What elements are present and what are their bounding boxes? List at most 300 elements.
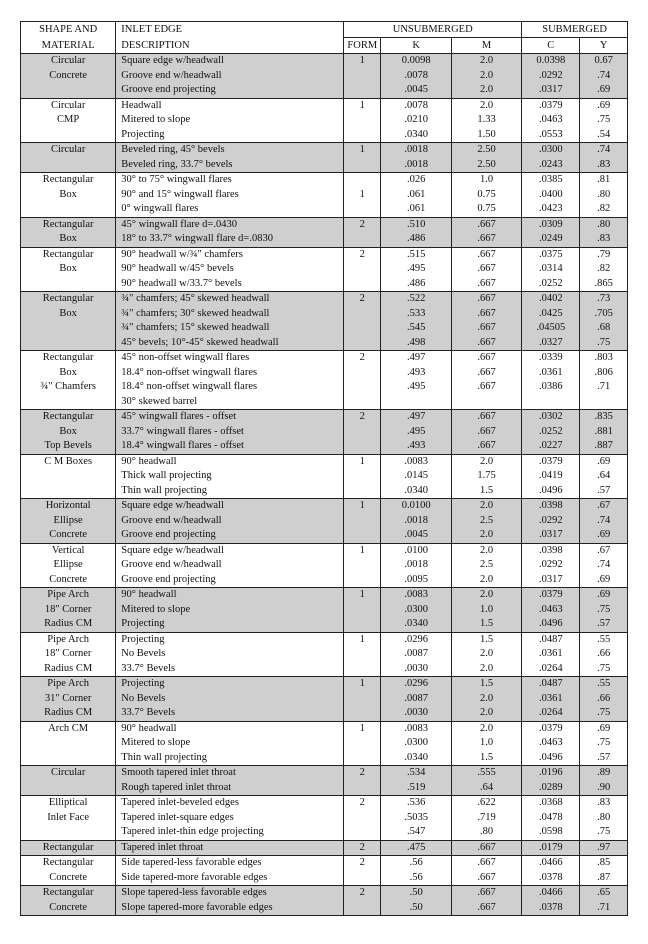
form-cell — [344, 380, 381, 395]
form-cell: 1 — [344, 54, 381, 69]
header-y: Y — [580, 38, 628, 54]
c-cell: .0463 — [522, 603, 580, 618]
shape-material-cell: Concrete — [21, 573, 116, 588]
table-row — [21, 514, 628, 529]
inlet-description-cell: 18.4° non-offset wingwall flares — [116, 366, 344, 381]
inlet-description-cell: Slope tapered-more favorable edges — [116, 901, 344, 916]
y-cell: .79 — [580, 247, 628, 262]
k-cell — [381, 395, 451, 410]
form-cell: 2 — [344, 217, 381, 232]
k-cell: .0095 — [381, 573, 451, 588]
k-cell: .486 — [381, 232, 451, 247]
form-cell: 2 — [344, 796, 381, 811]
c-cell: .0496 — [522, 617, 580, 632]
m-cell: 1.75 — [451, 469, 521, 484]
shape-material-cell: Arch CM — [21, 721, 116, 736]
form-cell: 1 — [344, 543, 381, 558]
form-cell: 2 — [344, 886, 381, 901]
shape-material-cell: Concrete — [21, 528, 116, 543]
k-cell: .0030 — [381, 706, 451, 721]
header-unsubmerged: UNSUBMERGED — [344, 22, 522, 38]
shape-material-cell — [21, 277, 116, 292]
k-cell: .519 — [381, 781, 451, 796]
form-cell: 2 — [344, 247, 381, 262]
m-cell: 2.0 — [451, 706, 521, 721]
c-cell: .0423 — [522, 202, 580, 217]
y-cell: .66 — [580, 692, 628, 707]
table-row — [21, 380, 628, 395]
table-row — [21, 662, 628, 677]
m-cell: 1.5 — [451, 677, 521, 692]
table-row — [21, 721, 628, 736]
m-cell: .667 — [451, 262, 521, 277]
m-cell: 2.0 — [451, 69, 521, 84]
inlet-description-cell: 90° headwall — [116, 454, 344, 469]
m-cell: 2.0 — [451, 721, 521, 736]
inlet-description-cell: Square edge w/headwall — [116, 543, 344, 558]
c-cell: .0243 — [522, 158, 580, 173]
table-row — [21, 188, 628, 203]
inlet-description-cell: 30° to 75° wingwall flares — [116, 173, 344, 188]
m-cell: 0.75 — [451, 202, 521, 217]
form-cell — [344, 901, 381, 916]
m-cell: 2.0 — [451, 543, 521, 558]
form-cell — [344, 736, 381, 751]
form-cell: 2 — [344, 856, 381, 871]
inlet-description-cell: 90° headwall w/33.7° bevels — [116, 277, 344, 292]
table-row — [21, 113, 628, 128]
inlet-description-cell: Groove end projecting — [116, 573, 344, 588]
form-cell: 2 — [344, 766, 381, 781]
table-row — [21, 321, 628, 336]
m-cell: .667 — [451, 901, 521, 916]
m-cell: .667 — [451, 380, 521, 395]
y-cell: .68 — [580, 321, 628, 336]
m-cell: .555 — [451, 766, 521, 781]
m-cell: .622 — [451, 796, 521, 811]
shape-material-cell: Horizontal — [21, 499, 116, 514]
inlet-description-cell: Groove end w/headwall — [116, 558, 344, 573]
k-cell: .0087 — [381, 647, 451, 662]
shape-material-cell: Rectangular — [21, 292, 116, 307]
inlet-description-cell: Groove end w/headwall — [116, 514, 344, 529]
form-cell — [344, 706, 381, 721]
k-cell: 0.0098 — [381, 54, 451, 69]
header-c: C — [522, 38, 580, 54]
c-cell: .0361 — [522, 692, 580, 707]
form-cell — [344, 366, 381, 381]
form-cell: 1 — [344, 677, 381, 692]
c-cell: .0368 — [522, 796, 580, 811]
form-cell — [344, 871, 381, 886]
c-cell: .0496 — [522, 484, 580, 499]
k-cell: .547 — [381, 825, 451, 840]
y-cell: .67 — [580, 543, 628, 558]
table-body — [21, 54, 628, 916]
y-cell: .69 — [580, 98, 628, 113]
k-cell: .0018 — [381, 514, 451, 529]
y-cell: .69 — [580, 528, 628, 543]
shape-material-cell: Rectangular — [21, 351, 116, 366]
inlet-description-cell: No Bevels — [116, 692, 344, 707]
k-cell: .0145 — [381, 469, 451, 484]
shape-material-cell: Circular — [21, 54, 116, 69]
y-cell: .54 — [597, 128, 611, 140]
c-cell: .0466 — [522, 886, 580, 901]
k-cell: .475 — [381, 840, 451, 856]
k-cell: .495 — [381, 262, 451, 277]
y-cell: .71 — [580, 901, 628, 916]
y-cell: .82 — [597, 203, 611, 214]
inlet-description-cell: 18.4° non-offset wingwall flares — [116, 380, 344, 395]
k-cell: .497 — [381, 351, 451, 366]
shape-material-cell: Vertical — [21, 543, 116, 558]
c-cell: .0463 — [522, 736, 580, 751]
inlet-description-cell: 90° headwall — [116, 588, 344, 603]
y-cell: .65 — [580, 886, 628, 901]
shape-material-cell: Rectangular — [21, 840, 116, 856]
table-row — [21, 840, 628, 856]
k-cell: .50 — [381, 901, 451, 916]
shape-material-cell: Elliptical — [21, 796, 116, 811]
k-cell: .0045 — [381, 528, 451, 543]
inlet-description-cell: ¾" chamfers; 30° skewed headwall — [116, 307, 344, 322]
inlet-description-cell: Thick wall projecting — [116, 469, 344, 484]
m-cell: .719 — [451, 811, 521, 826]
table-row — [21, 811, 628, 826]
table-row — [21, 558, 628, 573]
inlet-description-cell: No Bevels — [116, 647, 344, 662]
table-row — [21, 277, 628, 292]
header-k: K — [381, 38, 451, 54]
k-cell: .0078 — [381, 69, 451, 84]
form-cell — [344, 395, 381, 410]
table-row — [21, 588, 628, 603]
table-row — [21, 143, 628, 158]
table-row — [21, 292, 628, 307]
inlet-description-cell: Side tapered-less favorable edges — [116, 856, 344, 871]
c-cell: .0466 — [522, 856, 580, 871]
form-cell — [344, 113, 381, 128]
form-cell — [344, 825, 381, 840]
m-cell: 1.0 — [451, 173, 521, 188]
shape-material-cell — [21, 825, 116, 840]
k-cell: .495 — [381, 425, 451, 440]
m-cell: .64 — [451, 781, 521, 796]
c-cell: .0496 — [522, 751, 580, 766]
y-cell: .75 — [580, 603, 628, 618]
inlet-description-cell: 45° wingwall flares - offset — [116, 410, 344, 425]
shape-material-cell — [21, 336, 116, 351]
table-row — [21, 98, 628, 113]
m-cell: 2.0 — [451, 54, 521, 69]
inlet-description-cell: Thin wall projecting — [116, 751, 344, 766]
inlet-description-cell: Mitered to slope — [116, 736, 344, 751]
y-cell — [580, 395, 628, 410]
form-cell — [344, 425, 381, 440]
shape-material-cell — [21, 484, 116, 499]
y-cell: .87 — [597, 871, 611, 883]
y-cell: .69 — [580, 454, 628, 469]
form-cell: 2 — [344, 840, 381, 856]
k-cell: .0078 — [381, 98, 451, 113]
form-cell: 1 — [344, 454, 381, 469]
table-row — [21, 766, 628, 781]
c-cell: .0196 — [522, 766, 580, 781]
c-cell: .0317 — [522, 573, 580, 588]
shape-material-cell: Top Bevels — [21, 439, 116, 454]
c-cell: .0598 — [522, 825, 580, 840]
table-row — [21, 796, 628, 811]
k-cell: .515 — [381, 247, 451, 262]
c-cell: .0292 — [522, 558, 580, 573]
m-cell: .667 — [451, 856, 521, 871]
y-cell: .55 — [580, 677, 628, 692]
form-cell: 1 — [344, 188, 381, 203]
y-cell: .881 — [580, 425, 628, 440]
table-row — [21, 647, 628, 662]
inlet-description-cell: 33.7° Bevels — [116, 662, 344, 677]
header-shape-line1: SHAPE AND — [21, 22, 116, 38]
k-cell: .0300 — [381, 603, 451, 618]
inlet-description-cell: 45° wingwall flare d=.0430 — [116, 217, 344, 232]
inlet-coefficients-table — [20, 21, 628, 916]
m-cell: .667 — [451, 336, 521, 351]
m-cell: 2.5 — [451, 514, 521, 529]
table-row — [21, 158, 628, 173]
k-cell: .0018 — [381, 143, 451, 158]
form-cell — [344, 321, 381, 336]
m-cell: .667 — [451, 886, 521, 901]
m-cell — [451, 395, 521, 410]
inlet-description-cell: Beveled ring, 45° bevels — [116, 143, 344, 158]
c-cell: .0379 — [522, 454, 580, 469]
table-row — [21, 395, 628, 410]
form-cell — [344, 558, 381, 573]
k-cell: .0030 — [381, 662, 451, 677]
y-cell: .705 — [580, 307, 628, 322]
inlet-coefficients-sheet — [20, 21, 628, 916]
k-cell: .0296 — [381, 677, 451, 692]
inlet-description-cell: ¾" chamfers; 45° skewed headwall — [116, 292, 344, 307]
table-row — [21, 202, 628, 217]
table-row — [21, 366, 628, 381]
k-cell: .0083 — [381, 721, 451, 736]
m-cell: 1.5 — [451, 751, 521, 766]
m-cell: 1.50 — [451, 128, 521, 143]
inlet-description-cell: Tapered inlet-beveled edges — [116, 796, 344, 811]
form-cell — [344, 262, 381, 277]
table-row — [21, 751, 628, 766]
c-cell: .0400 — [522, 188, 580, 203]
shape-material-cell: Circular — [21, 98, 116, 113]
shape-material-cell: Rectangular — [21, 886, 116, 901]
m-cell: 1.5 — [451, 617, 521, 632]
m-cell: 0.75 — [451, 188, 521, 203]
inlet-description-cell: 33.7° wingwall flares - offset — [116, 425, 344, 440]
table-row — [21, 439, 628, 454]
y-cell: .80 — [597, 811, 611, 823]
shape-material-cell — [21, 395, 116, 410]
inlet-description-cell: Square edge w/headwall — [116, 499, 344, 514]
c-cell: .0252 — [522, 277, 580, 292]
m-cell: 2.5 — [451, 558, 521, 573]
y-cell: .69 — [597, 573, 611, 585]
c-cell: .0179 — [522, 840, 580, 856]
form-cell — [344, 307, 381, 322]
m-cell: .667 — [451, 351, 521, 366]
table-row — [21, 307, 628, 322]
m-cell: .80 — [451, 825, 521, 840]
y-cell: .75 — [580, 706, 628, 721]
inlet-description-cell: 45° bevels; 10°-45° skewed headwall — [116, 336, 344, 351]
c-cell: .0302 — [522, 410, 580, 425]
k-cell: .497 — [381, 410, 451, 425]
table-row — [21, 410, 628, 425]
y-cell: .69 — [580, 588, 628, 603]
m-cell: 2.0 — [451, 499, 521, 514]
y-cell: .74 — [580, 514, 628, 529]
shape-material-cell — [21, 158, 116, 173]
inlet-description-cell: Tapered inlet throat — [116, 840, 344, 856]
inlet-description-cell: Mitered to slope — [116, 603, 344, 618]
inlet-description-cell: Projecting — [116, 617, 344, 632]
k-cell: .50 — [381, 886, 451, 901]
k-cell: .0018 — [381, 158, 451, 173]
shape-material-cell — [21, 128, 116, 143]
inlet-description-cell: Rough tapered inlet throat — [116, 781, 344, 796]
table-row — [21, 573, 628, 588]
m-cell: 2.0 — [451, 573, 521, 588]
form-cell: 2 — [344, 351, 381, 366]
inlet-description-cell: 0° wingwall flares — [116, 202, 344, 217]
y-cell: .80 — [597, 188, 611, 200]
c-cell: .0379 — [522, 588, 580, 603]
table-row — [21, 736, 628, 751]
table-row — [21, 69, 628, 84]
table-row — [21, 632, 628, 647]
inlet-description-cell: 30° skewed barrel — [116, 395, 344, 410]
m-cell: 1.5 — [451, 484, 521, 499]
shape-material-cell: Circular — [21, 143, 116, 158]
c-cell: .0292 — [522, 69, 580, 84]
c-cell: .0309 — [522, 217, 580, 232]
inlet-description-cell: 18° to 33.7° wingwall flare d=.0830 — [116, 232, 344, 247]
form-cell — [344, 202, 381, 217]
m-cell: 2.0 — [451, 662, 521, 677]
shape-material-cell: Box — [21, 188, 116, 203]
shape-material-cell: C M Boxes — [21, 454, 116, 469]
form-cell — [344, 69, 381, 84]
table-row — [21, 83, 628, 98]
inlet-description-cell: 33.7° Bevels — [116, 706, 344, 721]
k-cell: .0210 — [381, 113, 451, 128]
y-cell: .75 — [597, 662, 611, 674]
form-cell: 1 — [344, 721, 381, 736]
form-cell: 1 — [344, 98, 381, 113]
shape-material-cell: Rectangular — [21, 247, 116, 262]
table-row — [21, 781, 628, 796]
c-cell: .0227 — [522, 439, 580, 454]
c-cell: .0402 — [522, 292, 580, 307]
shape-material-cell: 31" Corner — [21, 692, 116, 707]
m-cell: 1.0 — [451, 736, 521, 751]
k-cell: .0340 — [381, 484, 451, 499]
shape-material-cell: Rectangular — [21, 217, 116, 232]
y-cell: .74 — [580, 143, 628, 158]
y-cell: .887 — [580, 439, 628, 454]
c-cell: .0252 — [522, 425, 580, 440]
k-cell: 0.0100 — [381, 499, 451, 514]
shape-material-cell — [21, 83, 116, 98]
k-cell: .56 — [381, 856, 451, 871]
table-row — [21, 173, 628, 188]
c-cell: .0289 — [522, 781, 580, 796]
form-cell: 2 — [344, 410, 381, 425]
k-cell: .56 — [381, 871, 451, 886]
inlet-description-cell: Side tapered-more favorable edges — [116, 871, 344, 886]
c-cell: .0378 — [522, 901, 580, 916]
y-cell: .803 — [580, 351, 628, 366]
form-cell — [344, 573, 381, 588]
form-cell — [344, 781, 381, 796]
inlet-description-cell: Headwall — [116, 98, 344, 113]
c-cell: .0339 — [522, 351, 580, 366]
table-row — [21, 901, 628, 916]
m-cell: 2.0 — [451, 83, 521, 98]
c-cell: .0264 — [522, 706, 580, 721]
k-cell: .0340 — [381, 751, 451, 766]
inlet-description-cell: Tapered inlet-square edges — [116, 811, 344, 826]
m-cell: 2.0 — [451, 647, 521, 662]
k-cell: .534 — [381, 766, 451, 781]
y-cell: .80 — [580, 217, 628, 232]
c-cell: .0553 — [522, 128, 580, 143]
k-cell: .0100 — [381, 543, 451, 558]
form-cell — [344, 484, 381, 499]
form-cell: 1 — [344, 588, 381, 603]
c-cell: .0487 — [522, 677, 580, 692]
shape-material-cell: Inlet Face — [21, 811, 116, 826]
k-cell: .522 — [381, 292, 451, 307]
table-row — [21, 336, 628, 351]
y-cell: .806 — [594, 366, 613, 378]
inlet-description-cell: 90° headwall w/45° bevels — [116, 262, 344, 277]
y-cell: .83 — [580, 796, 628, 811]
shape-material-cell — [21, 781, 116, 796]
c-cell: .0375 — [522, 247, 580, 262]
y-cell: .66 — [597, 648, 611, 659]
table-row — [21, 425, 628, 440]
c-cell: .0463 — [522, 113, 580, 128]
table-row — [21, 217, 628, 232]
k-cell: .0340 — [381, 128, 451, 143]
y-cell: .97 — [580, 840, 628, 856]
c-cell: .0317 — [522, 528, 580, 543]
c-cell: .0314 — [522, 262, 580, 277]
c-cell: .0292 — [522, 514, 580, 529]
header-m: M — [451, 38, 521, 54]
m-cell: .667 — [451, 247, 521, 262]
form-cell — [344, 277, 381, 292]
k-cell: .0083 — [381, 588, 451, 603]
form-cell — [344, 514, 381, 529]
inlet-description-cell: ¾" chamfers; 15° skewed headwall — [116, 321, 344, 336]
y-cell: .74 — [580, 69, 628, 84]
shape-material-cell — [21, 736, 116, 751]
m-cell: 2.0 — [451, 692, 521, 707]
m-cell: 2.0 — [451, 454, 521, 469]
